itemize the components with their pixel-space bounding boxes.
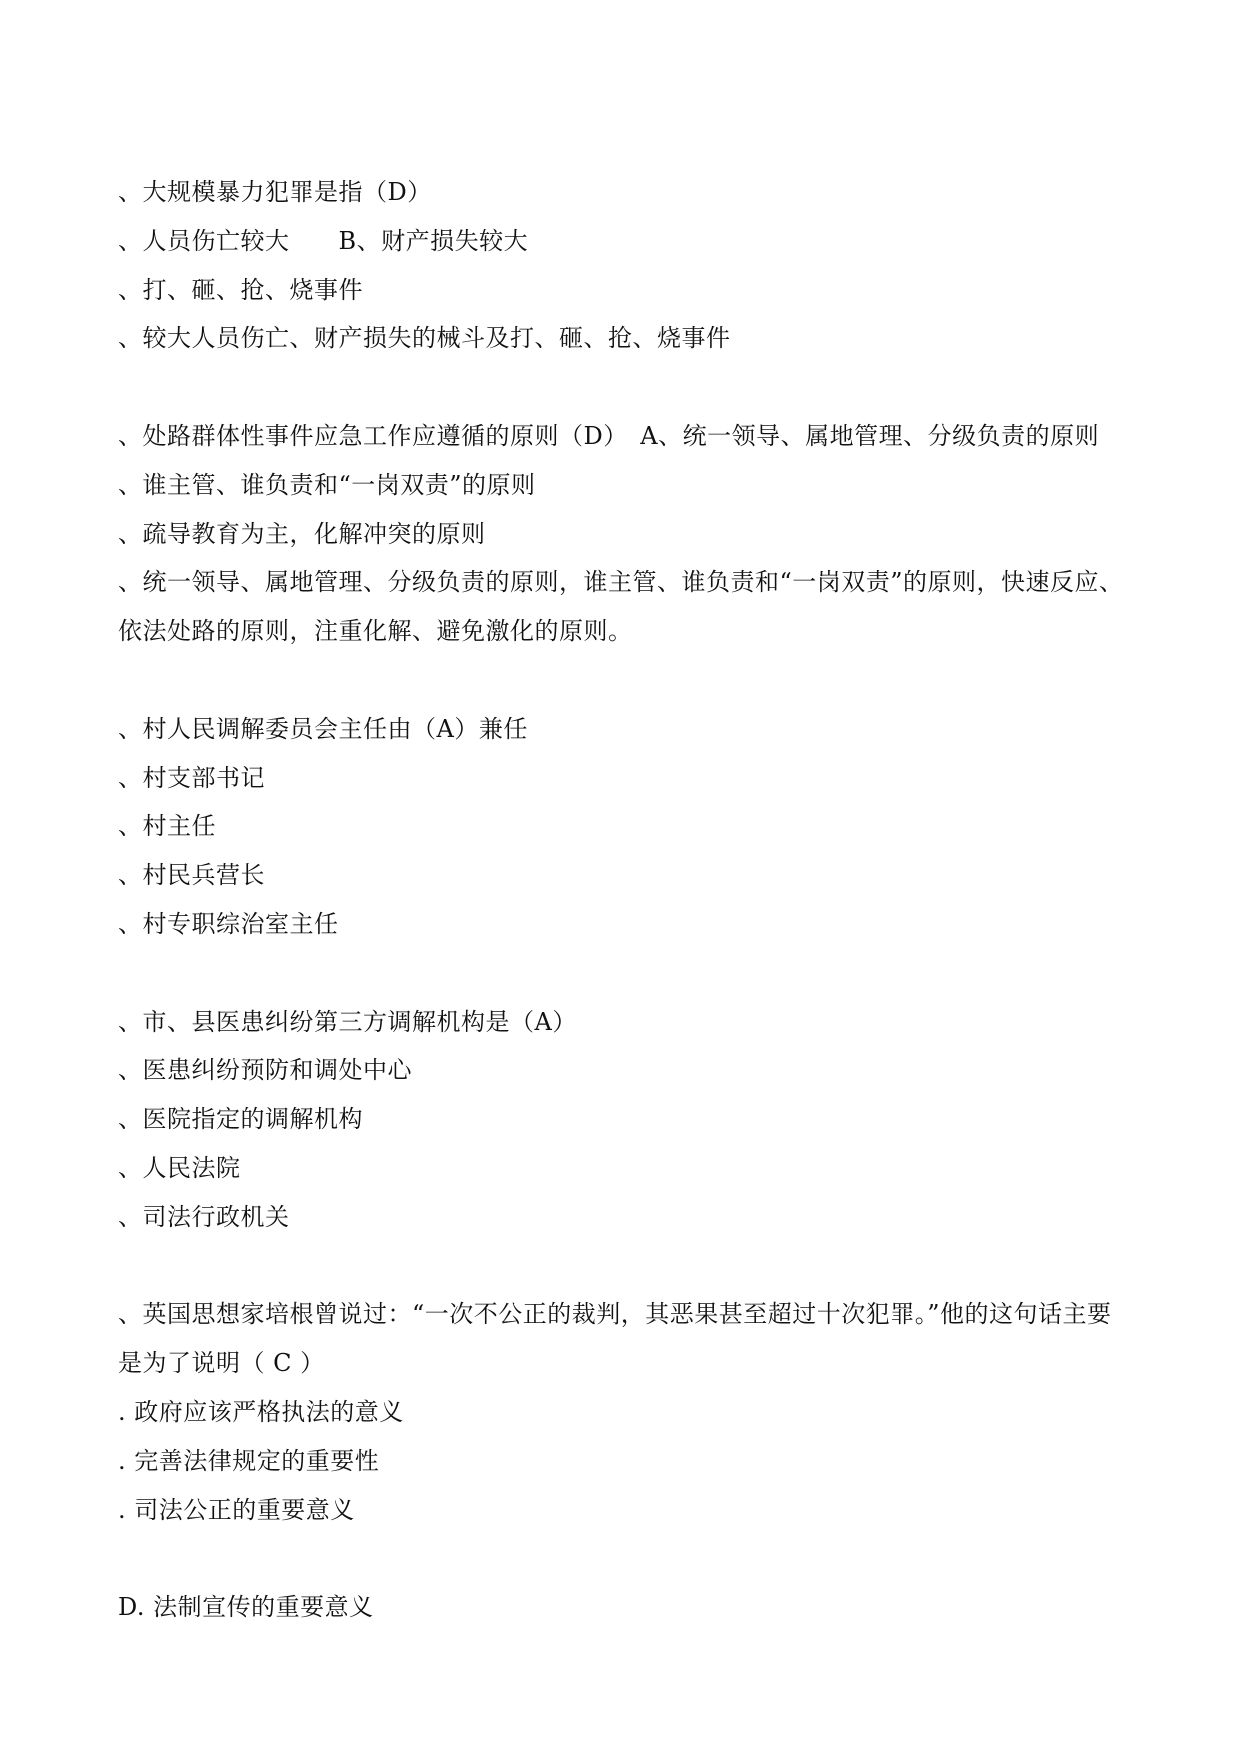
question-5-option-1: . 政府应该严格执法的意义	[118, 1397, 404, 1426]
question-4-option-1: 、医患纠纷预防和调处中心	[118, 1056, 412, 1085]
question-5-option-3: . 司法公正的重要意义	[118, 1495, 355, 1524]
spacer	[118, 1242, 1128, 1291]
question-1-option-2: 、打、砸、抢、烧事件	[118, 275, 363, 304]
question-2-option-1: 、谁主管、谁负责和“一岗双责”的原则	[118, 470, 536, 499]
question-4-option-2: 、医院指定的调解机构	[118, 1105, 363, 1134]
question-2-option-2: 、疏导教育为主，化解冲突的原则	[118, 519, 486, 548]
document-content	[118, 168, 1128, 1632]
spacer	[118, 363, 1128, 412]
spacer	[118, 656, 1128, 705]
question-5-option-4: D. 法制宣传的重要意义	[118, 1593, 374, 1622]
question-5-stem: 、英国思想家培根曾说过：“一次不公正的裁判，其恶果甚至超过十次犯罪。”他的这句话主要是为了说明（ C ）	[118, 1300, 1112, 1378]
question-4-option-4: 、司法行政机关	[118, 1202, 290, 1231]
question-1-stem: 、大规模暴力犯罪是指（D）	[118, 178, 432, 206]
question-3-stem: 、村人民调解委员会主任由（A）兼任	[118, 714, 528, 743]
question-1-option-1: 、人员伤亡较大 B、财产损失较大	[118, 226, 529, 255]
question-3-option-2: 、村主任	[118, 812, 216, 841]
question-3-option-4: 、村专职综治室主任	[118, 909, 339, 938]
question-4-option-3: 、人民法院	[118, 1153, 241, 1182]
spacer	[118, 949, 1128, 998]
spacer	[118, 1534, 1128, 1583]
question-2-option-3: 、统一领导、属地管理、分级负责的原则，谁主管、谁负责和“一岗双责”的原则，快速反应、依法处路的原则，注重化解、避免激化的原则。	[118, 568, 1124, 646]
question-4-stem: 、市、县医患纠纷第三方调解机构是（A）	[118, 1007, 577, 1036]
question-2-stem: 、处路群体性事件应急工作应遵循的原则（D） A、统一领导、属地管理、分级负责的原则	[118, 421, 1100, 450]
question-5-option-2: . 完善法律规定的重要性	[118, 1446, 380, 1475]
question-3-option-3: 、村民兵营长	[118, 861, 265, 890]
question-1-option-3: 、较大人员伤亡、财产损失的械斗及打、砸、抢、烧事件	[118, 324, 731, 353]
question-3-option-1: 、村支部书记	[118, 763, 265, 792]
